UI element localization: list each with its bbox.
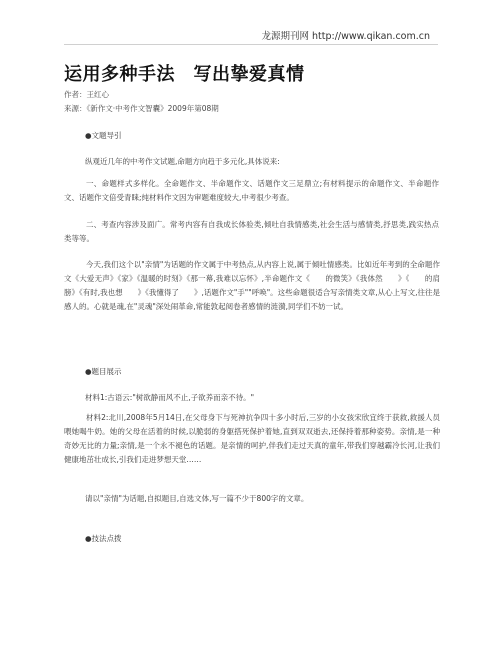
guide-intro: 纵观近几年的中考作文试题,命题方向趋于多元化,具体说来: <box>85 157 280 166</box>
article-author: 作者：王红心 <box>64 90 109 99</box>
material-1: 材料1:古语云:"树欲静而风不止,子欲养而亲不待。" <box>85 393 255 402</box>
guide-paragraph-2: 二、考查内容涉及面广。常考内容有自我成长体验类,倾吐自我情感类,社会生活与感情类,抒思类,践实热点类等等。 <box>64 220 439 243</box>
guide-paragraph-3: 今天,我们这个以"亲情"为话题的作文属于中考热点,从内容上说,属于倾吐情感类。比如近年考到的全命题作文《大爱无声》《家》《温暖的时刻》《那一幕,我难以忘怀》,半命题作文《 的微笑》《我体然 》《 的肩膀》《有时,我也想 》《我懂得了 》,话题作文"手""呼唤"。这些命题很适合写亲情类文章,从心上写文,往往是感人的。心就是魂,在"灵魂"深处闹革命,常能敦起阅卷者感情的涟漪,同学们不妨一试。 <box>64 260 440 311</box>
article-title: 运用多种手法 写出挚爱真情 <box>64 64 305 85</box>
article-source: 来源：《新作文·中考作文智囊》2009年第08期 <box>64 104 219 113</box>
section-heading-display: ●题目展示 <box>85 367 122 376</box>
material-2: 材料2:北川,2008年5月14日,在父母身下与死神抗争四十多小时后,三岁的小女孩宋欣宜终于获救,救援人员喂她喝牛奶。她的父母在活着的时候,以脆弱的身躯搭死保护着她,直到双双逝去,还保持着那种姿势。亲情,是一种奇妙无比的力量;亲情,是一个永不褪色的话题。是亲情的呵护,伴我们走过天真的童年,带我们穿越霸冷长河,让我们健康地茁壮成长,引我们走进梦想天堂…… <box>64 413 440 464</box>
site-header-link[interactable]: 龙源期刊网 http://www.qikan.com.cn <box>261 31 430 42</box>
section-heading-skills: ●技法点拨 <box>85 534 122 543</box>
section-heading-guide: ●文题导引 <box>85 131 122 140</box>
guide-paragraph-1: 一、命题样式多样化。全命题作文、半命题作文、话题作文三足鼎立;有材料提示的命题作文、半命题作文、话题作文倍受青睐;纯材料作文因为审题难度较大,中考很少考查。 <box>64 179 439 202</box>
writing-task: 请以"亲情"为话题,自拟题目,自选文体,写一篇不少于800字的文章。 <box>85 494 309 503</box>
header-divider <box>64 44 438 45</box>
